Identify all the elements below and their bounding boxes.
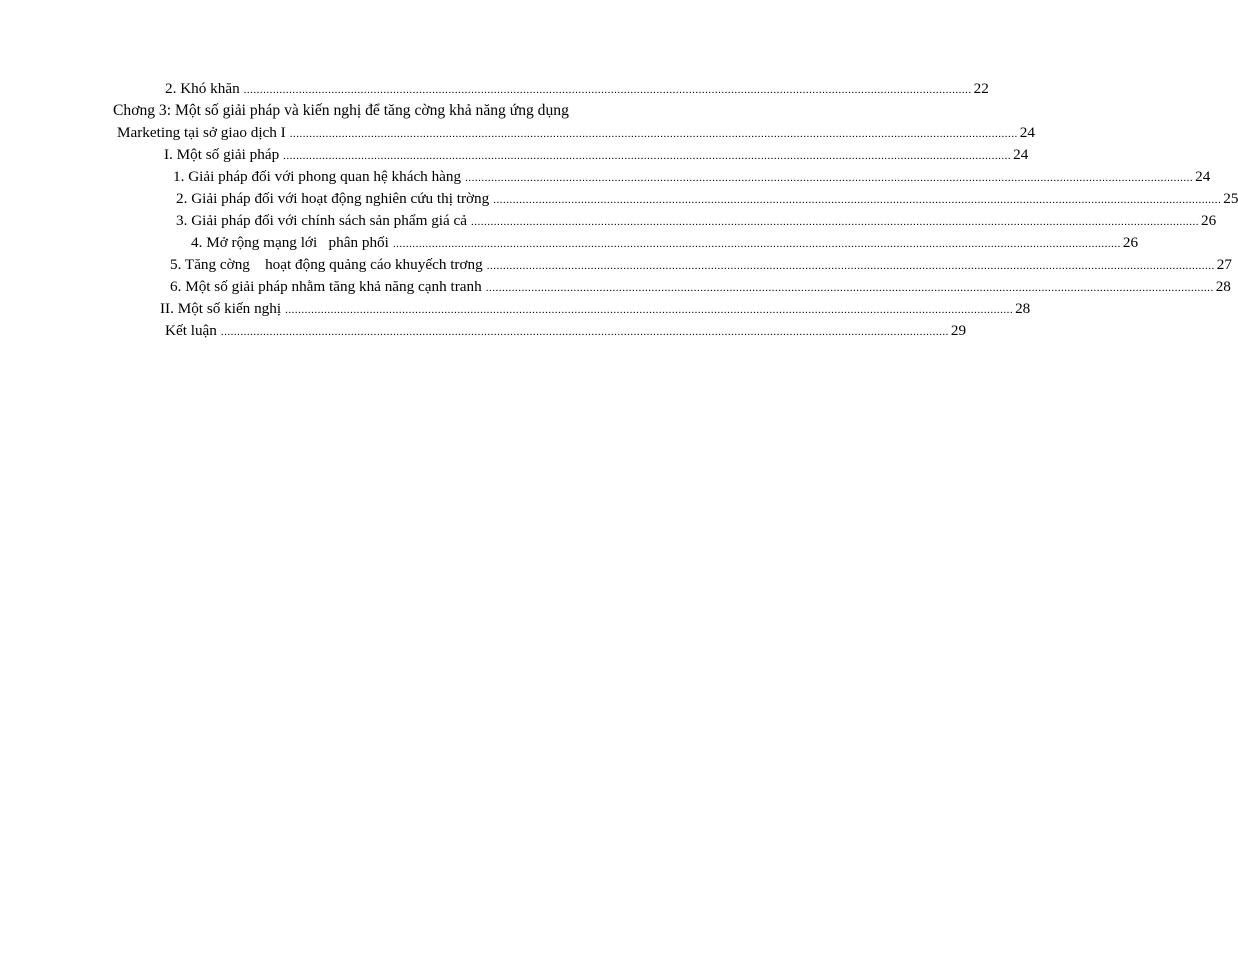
- toc-page-number: 27: [1216, 256, 1232, 273]
- toc-entry: [165, 78, 989, 100]
- toc-entry-label: 3. Giải pháp đối với chính sách sản phẩm giá cả: [176, 212, 468, 229]
- toc-page-number: 24: [1019, 124, 1035, 141]
- toc-page-number: 26: [1201, 212, 1217, 229]
- toc-entry-label: 5. Tăng cờng hoạt động quảng cáo khuyếch trơng: [170, 256, 483, 273]
- toc-entry: [160, 298, 1031, 320]
- toc-entry: [117, 122, 1035, 144]
- chapter-heading-text: Chơng 3: Một số giải pháp và kiến nghị để tăng cờng khả năng ứng dụng: [113, 102, 569, 119]
- toc-entry: [176, 210, 1217, 232]
- dot-leader: ................................................................................................................................................................................................................................: [220, 326, 949, 338]
- toc-entry: [173, 166, 1211, 188]
- toc-entry-label: 2. Khó khăn: [165, 80, 240, 97]
- toc-page-number: 28: [1215, 278, 1231, 295]
- toc-page-number: 25: [1223, 190, 1238, 207]
- toc-entry-label: 4. Mở rộng mạng lới phân phối: [191, 234, 389, 251]
- toc-entry-label: 1. Giải pháp đối với phong quan hệ khách hàng: [173, 168, 462, 185]
- toc-entry-label: Kết luận: [165, 322, 217, 339]
- toc-entry: [191, 232, 1139, 254]
- toc-entry-label: Marketing tại sở giao dịch I: [117, 124, 286, 141]
- toc-entry: [164, 144, 1029, 166]
- toc-page-number: 22: [973, 80, 989, 97]
- toc-page-number: 26: [1122, 234, 1139, 251]
- toc-page-number: 28: [1015, 300, 1031, 317]
- toc-entry-label: I. Một số giải pháp: [164, 146, 280, 163]
- toc-page-number: 24: [1013, 146, 1029, 163]
- toc-entry-label: 2. Giải pháp đối với hoạt động nghiên cứu thị trờng: [176, 190, 490, 207]
- toc-entry-label: 6. Một số giải pháp nhằm tăng khả năng cạnh tranh: [170, 278, 482, 295]
- dot-leader: ................................................................................................................................................................................................................................: [486, 260, 1215, 272]
- toc-chapter-heading: [113, 100, 633, 122]
- dot-leader: ................................................................................................................................................................................................................................: [285, 304, 1014, 316]
- toc-entry: [176, 188, 1238, 210]
- dot-leader: ................................................................................................................................................................................................................................: [289, 128, 1018, 140]
- dot-leader: ................................................................................................................................................................................................................................: [283, 150, 1012, 162]
- toc-entry: [170, 276, 1231, 298]
- toc-entry: [170, 254, 1232, 276]
- dot-leader: ................................................................................................................................................................................................................................: [465, 172, 1194, 184]
- dot-leader: ................................................................................................................................................................................................................................: [485, 282, 1214, 294]
- dot-leader: ................................................................................................................................................................................................................................: [471, 216, 1200, 228]
- toc-page-number: 29: [950, 322, 967, 339]
- toc-entry: [165, 320, 967, 342]
- dot-leader: ................................................................................................................................................................................................................................: [243, 84, 972, 96]
- dot-leader: ................................................................................................................................................................................................................................: [392, 238, 1121, 250]
- dot-leader: ................................................................................................................................................................................................................................: [493, 194, 1222, 206]
- toc-entry-label: II. Một số kiến nghị: [160, 300, 282, 317]
- toc-page-number: 24: [1195, 168, 1211, 185]
